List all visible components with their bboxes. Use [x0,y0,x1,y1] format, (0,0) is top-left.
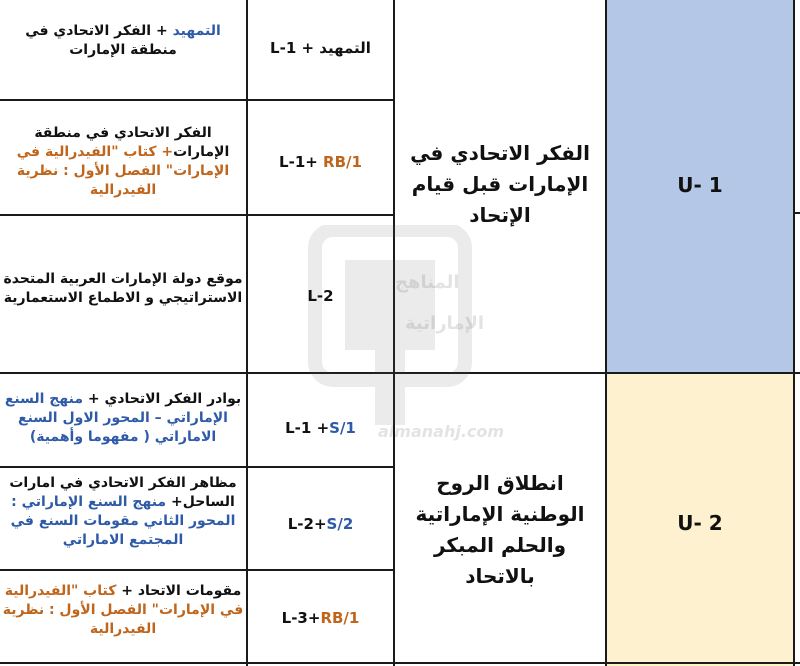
lesson-code [250,152,391,172]
description-run: + كتاب "الفيدرالية في الإمارات" الفصل الأول : نظرية الفيدرالية [16,143,230,198]
lesson-description [2,22,244,60]
description-run: موقع دولة الإمارات العربية المتحدة الاستراتيجي و الاطماع الاستعمارية [3,271,243,306]
watermark-url: almanahj.com [378,422,505,441]
lesson-description [2,582,244,639]
description-run: منهج السنع الإماراتي – المحور الاول السنع الاماراتي ( مفهوما وأهمية) [4,391,228,445]
watermark-text: المناهج [395,272,460,293]
grid-line [0,214,394,216]
lesson-code-run: L-1 + [285,419,330,437]
lesson-description [2,474,244,550]
grid-line [605,0,607,666]
unit-topic: انطلاق الروح الوطنية الإماراتية والحلم المبكر بالاتحاد [415,471,585,588]
lesson-code [250,418,391,438]
lesson-code [250,286,391,306]
grid-line [0,569,394,571]
grid-line [0,372,394,374]
lesson-description [2,124,244,200]
lesson-code-run: L-1+ [279,153,324,171]
grid-line [793,212,800,214]
unit-label: U- 1 [677,173,723,197]
description-run: + الفكر الاتحادي في منطقة الإمارات [25,23,177,58]
lesson-code-run: L-1 + التمهيد [270,39,371,57]
description-run: كتاب "الفيدرالية في الإمارات" الفصل الأول : نظرية الفيدرالية [2,583,244,637]
grid-line [0,466,394,468]
description-run: مظاهر الفكر الاتحادي في امارات الساحل+ [9,475,237,510]
lesson-code-run: S/1 [329,419,356,437]
grid-line [0,99,394,101]
unit-topic: الفكر الاتحادي في الإمارات قبل قيام الإتحاد [410,141,590,227]
watermark-text: الإماراتية [405,313,485,334]
lesson-code [250,514,391,534]
lesson-code-run: L-3+ [281,609,321,627]
description-run: التمهيد [172,23,221,39]
lesson-code [250,608,391,628]
description-run: منهج السنع الإماراتي : المحور الثاني مقومات السنع في المجتمع الاماراتي [10,493,236,548]
grid-line [393,372,800,374]
lesson-description [2,390,244,447]
lesson-code-run: RB/1 [320,609,360,627]
unit-label: U- 2 [677,511,723,535]
lesson-description [2,270,244,308]
grid-line [0,662,800,664]
description-run: بوادر الفكر الاتحادي + [83,391,242,407]
lesson-code [250,38,391,58]
description-run: مقومات الاتحاد + [116,583,242,599]
description-run: الفكر الاتحادي في منطقة الإمارات [34,125,230,160]
grid-line [793,0,795,666]
lesson-code-run: L-2+ [287,515,327,533]
lesson-code-run: L-2 [307,287,334,305]
lesson-code-run: S/2 [326,515,354,533]
lesson-code-run: RB/1 [323,153,362,171]
